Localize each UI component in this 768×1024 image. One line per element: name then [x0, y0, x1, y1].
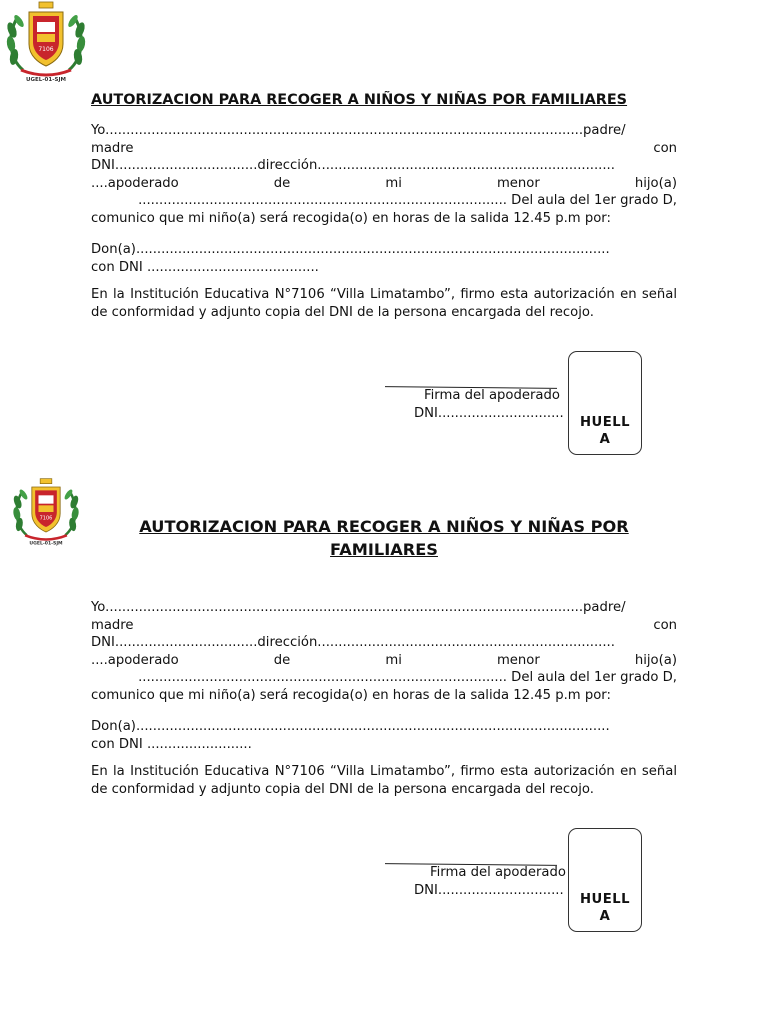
institution-paragraph: En la Institución Educativa N°7106 “Villa Limatambo”, firmo esta autorización en señal de conformidad y adjunto copia del DNI de la persona encargada del recojo. [91, 764, 677, 797]
line-aula: ........................................................................................ Del aula del 1er grado D, [138, 193, 677, 209]
logo-caption: UGEL-01-SJM [29, 541, 63, 547]
form-title: AUTORIZACION PARA RECOGER A NIÑOS Y NIÑAS POR FAMILIARES [91, 92, 628, 108]
line-apoderado: ....apoderado de mi menor hijo(a) [91, 652, 677, 668]
form-title: AUTORIZACION PARA RECOGER A NIÑOS Y NIÑAS POR FAMILIARES [139, 517, 629, 559]
line-aula: ........................................................................................ Del aula del 1er grado D, [138, 670, 677, 686]
pickup-person [91, 718, 677, 753]
line-madre: madre con [91, 617, 677, 633]
line-don: Don(a)................................................................................................................. [91, 242, 610, 257]
line-dni-direccion: DNI..................................dirección....................................................................... [91, 635, 615, 651]
svg-text:7106: 7106 [38, 46, 54, 53]
line-apoderado: ....apoderado de mi menor hijo(a) [91, 175, 677, 191]
crest-icon [3, 477, 89, 547]
svg-text:7106: 7106 [39, 515, 53, 522]
line-comunico: comunico que mi niño(a) será recogida(o) en horas de la salida 12.45 p.m por: [91, 687, 611, 703]
school-crest-logo [3, 477, 89, 547]
line-con-dni: con DNI ......................... [91, 736, 252, 752]
line-con-dni: con DNI ......................................... [91, 259, 319, 275]
institution-paragraph: En la Institución Educativa N°7106 “Villa Limatambo”, firmo esta autorización en señal de conformidad y adjunto copia del DNI de la persona encargada del recojo. [91, 287, 677, 320]
signature-dni: DNI.............................. [414, 406, 564, 421]
line-yo: Yo..................................................................................................................padre/ [91, 123, 626, 138]
logo-caption: UGEL-01-SJM [26, 77, 66, 83]
line-dni-direccion: DNI..................................dirección....................................................................... [91, 158, 615, 174]
signature-label: Firma del apoderado [430, 865, 566, 880]
fingerprint-box [568, 828, 642, 932]
signature-dni: DNI.............................. [414, 883, 564, 898]
line-comunico: comunico que mi niño(a) será recogida(o) en horas de la salida 12.45 p.m por: [91, 210, 611, 226]
line-yo: Yo..................................................................................................................padre/ [91, 600, 626, 615]
fingerprint-label: HUELL A [579, 415, 631, 447]
line-madre: madre con [91, 140, 677, 156]
signature-label: Firma del apoderado [424, 388, 560, 403]
guardian-details [91, 599, 677, 705]
line-don: Don(a)................................................................................................................. [91, 719, 610, 734]
fingerprint-label: HUELL A [579, 892, 631, 924]
